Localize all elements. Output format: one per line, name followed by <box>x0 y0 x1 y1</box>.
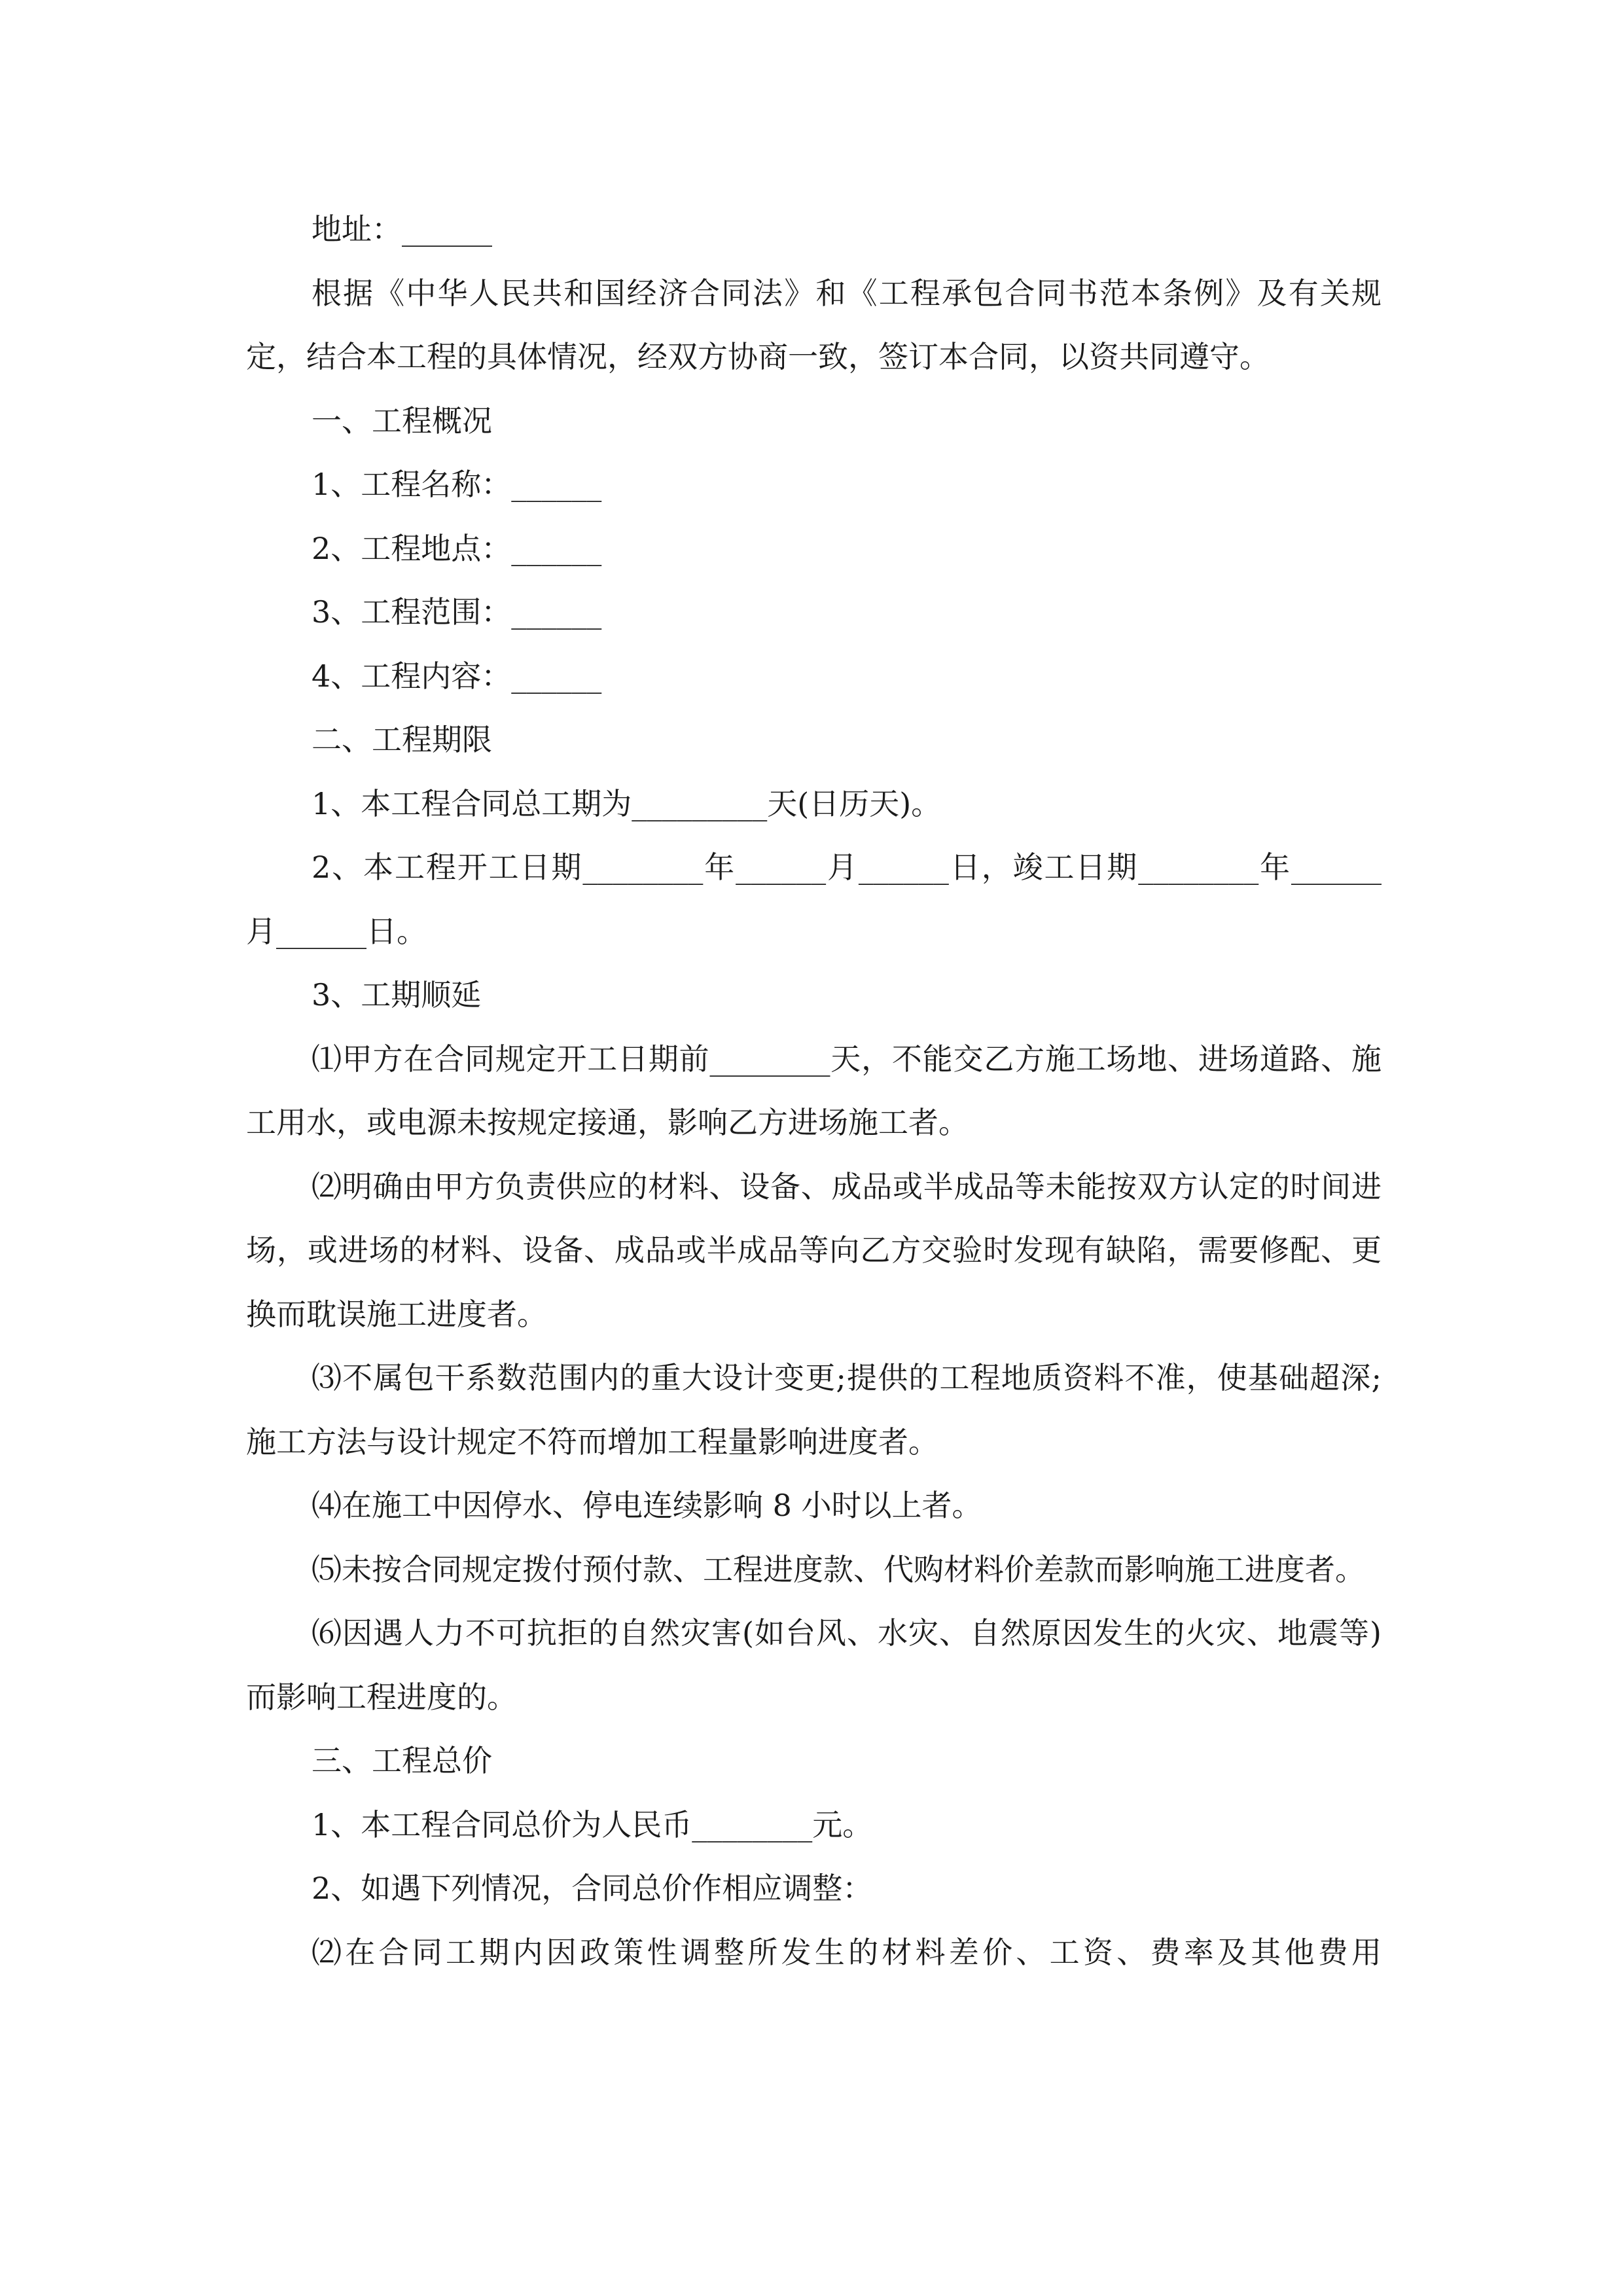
section-heading: 三、工程总价 <box>312 1743 492 1778</box>
extension-clause: ⑸未按合同规定拨付预付款、工程进度款、代购材料价差款而影响施工进度者。 <box>312 1551 1365 1587</box>
total-price-line: 1、本工程合同总价为人民币________元。 <box>312 1806 873 1842</box>
project-scope-line: 3、工程范围：______ <box>312 594 602 630</box>
section-heading: 二、工程期限 <box>312 722 492 757</box>
price-adjustment-line: 2、如遇下列情况，合同总价作相应调整： <box>312 1871 873 1906</box>
extension-clause: ⑷在施工中因停水、停电连续影响 8 小时以上者。 <box>312 1488 982 1523</box>
extension-clause: ⑹因遇人力不可抗拒的自然灾害(如台风、水灾、自然原因发生的火灾、地震等)而影响工程进度的。 <box>246 1615 1382 1715</box>
project-name-line: 1、工程名称：______ <box>312 467 602 502</box>
adjustment-clause: ⑵在合同工期内因政策性调整所发生的材料差价、工资、费率及其他费用 <box>312 1934 1382 1970</box>
extension-clause: ⑶不属包干系数范围内的重大设计变更;提供的工程地质资料不准，使基础超深;施工方法与设计规定不符而增加工程量影响进度者。 <box>246 1360 1382 1460</box>
project-location-line: 2、工程地点：______ <box>312 530 602 566</box>
total-duration-line: 1、本工程合同总工期为_________天(日历天)。 <box>312 785 942 821</box>
extension-heading: 3、工期顺延 <box>312 977 482 1013</box>
contract-text <box>246 198 1382 1984</box>
start-finish-dates-paragraph: 2、本工程开工日期________年______月______日，竣工日期________年______月______日。 <box>246 850 1382 949</box>
address-line: 地址：______ <box>312 211 492 247</box>
extension-clause: ⑴甲方在合同规定开工日期前________天，不能交乙方施工场地、进场道路、施工用水，或电源未按规定接通，影响乙方进场施工者。 <box>246 1041 1382 1140</box>
section-heading: 一、工程概况 <box>312 403 492 439</box>
preamble-paragraph: 根据《中华人民共和国经济合同法》和《工程承包合同书范本条例》及有关规定，结合本工程的具体情况，经双方协商一致，签订本合同，以资共同遵守。 <box>246 275 1382 374</box>
project-content-line: 4、工程内容：______ <box>312 658 602 694</box>
extension-clause: ⑵明确由甲方负责供应的材料、设备、成品或半成品等未能按双方认定的时间进场，或进场的材料、设备、成品或半成品等向乙方交验时发现有缺陷，需要修配、更换而耽误施工进度者。 <box>246 1168 1382 1332</box>
